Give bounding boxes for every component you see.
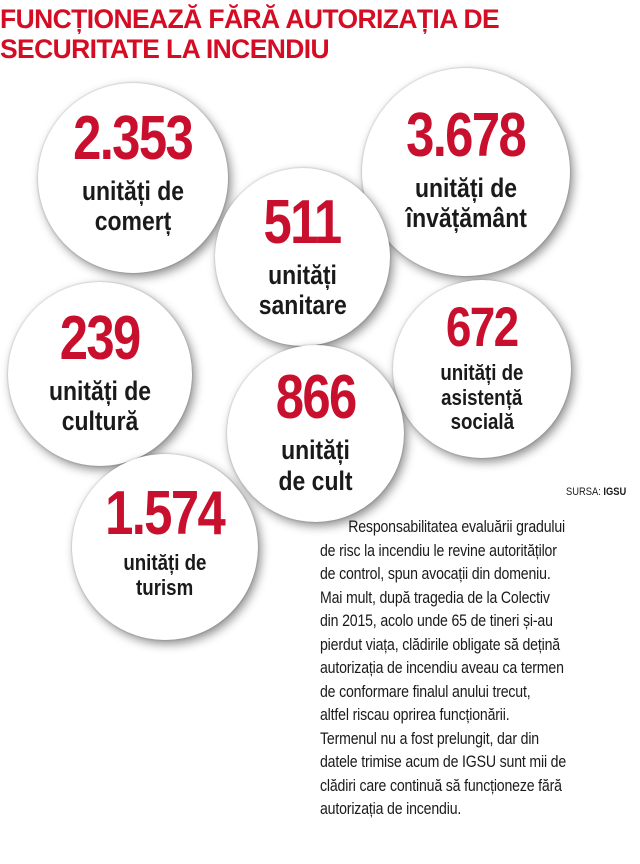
stat-label: turism (136, 575, 194, 600)
stat-value: 866 (275, 363, 356, 433)
stat-label: sanitare (258, 290, 347, 320)
stat-label: cultură (61, 406, 139, 436)
stat-label: asistență (441, 384, 523, 410)
stat-value: 672 (446, 295, 518, 359)
article-line: altfel riscau oprirea funcționării. (320, 705, 510, 724)
stat-circle-invatamant (362, 68, 570, 276)
stat-label: unități de (82, 175, 184, 206)
article-line: clădiri care continuă să funcționeze fără (320, 775, 562, 795)
title-line-1: FUNCȚIONEAZĂ FĂRĂ AUTORIZAȚIA DE (0, 4, 500, 34)
stat-label: unități de (440, 360, 524, 386)
article-line: Termenul nu a fost prelungit, dar din (320, 728, 539, 748)
stat-label: unități de (415, 172, 517, 203)
stat-circle-asistenta-sociala (393, 280, 571, 458)
article-line: pierdut viața, clădirile obligate să dețină (320, 634, 560, 654)
article-line: autorizația de incendiu aveau ca termen (320, 658, 564, 677)
stat-value: 2.353 (73, 103, 193, 173)
article-line: datele trimise acum de IGSU sunt mii de (320, 752, 567, 771)
source-name: IGSU (603, 486, 627, 498)
stat-circle-comert (38, 83, 228, 273)
stat-label: învățământ (405, 203, 527, 233)
stat-circle-sanitare (215, 168, 390, 346)
article-line: autorizația de incendiu. (320, 799, 462, 818)
stat-label: comerț (94, 206, 172, 236)
stat-value: 3.678 (406, 100, 526, 170)
stat-label: unități de (123, 550, 207, 576)
article-body (320, 515, 640, 821)
stat-circle-cultura (8, 282, 192, 466)
article-line: de control, spun avocații din domeniu. (320, 564, 551, 583)
stat-circle-cult (227, 345, 404, 522)
title-line-2: SECURITATE LA INCENDIU (0, 34, 330, 64)
page-title (0, 4, 510, 64)
stat-value: 511 (263, 187, 342, 257)
article-line: de conformare finalul anului trecut, (320, 681, 531, 701)
article-line: Mai mult, după tragedia de la Colectiv (320, 587, 550, 607)
source-credit (566, 486, 626, 498)
stat-circle-turism (72, 454, 258, 640)
stat-value: 239 (60, 303, 140, 373)
stat-label: unități de (49, 375, 151, 406)
article-line: de risc la incendiu le revine autorităților (320, 540, 557, 560)
stat-label: de cult (278, 465, 353, 496)
stat-label: unități (268, 259, 337, 290)
article-line: din 2015, acolo unde 65 de tineri și-au (320, 611, 553, 630)
stat-value: 1.574 (105, 479, 225, 549)
stat-label: unități (281, 435, 350, 466)
source-label: SURSA: (566, 486, 601, 498)
article-line: Responsabilitatea evaluării gradului (348, 517, 566, 536)
stat-label: socială (450, 409, 514, 435)
